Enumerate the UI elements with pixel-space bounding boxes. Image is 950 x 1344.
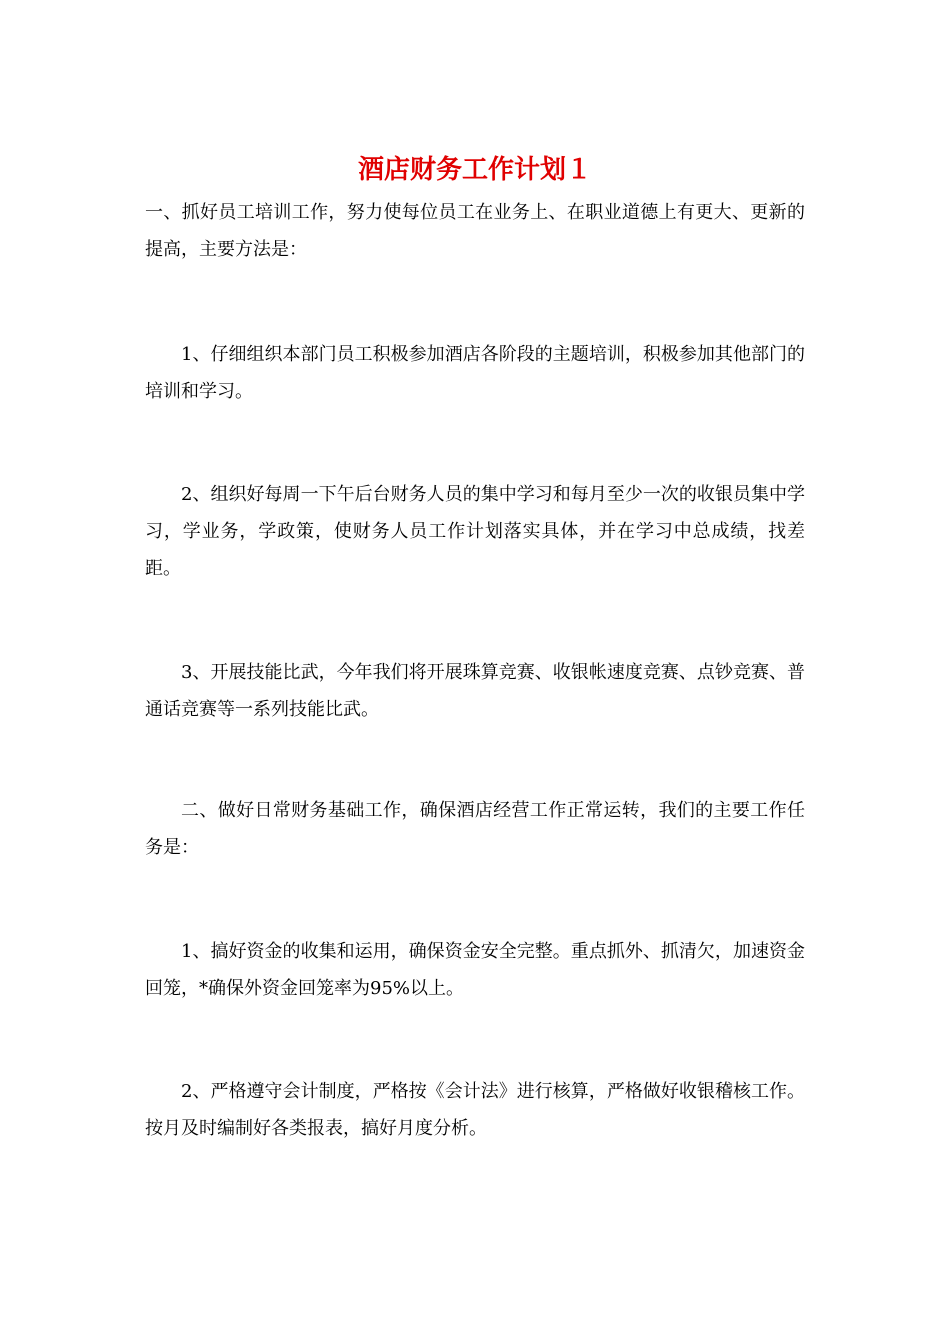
paragraph-item-1-2: 2、组织好每周一下午后台财务人员的集中学习和每月至少一次的收银员集中学习，学业务，学政策，使财务人员工作计划落实具体，并在学习中总成绩，找差距。	[145, 484, 805, 579]
paragraph-section-1-intro: 一、抓好员工培训工作，努力使每位员工在业务上、在职业道德上有更大、更新的提高，主要方法是：	[145, 202, 805, 260]
paragraph-item-2-2: 2、严格遵守会计制度，严格按《会计法》进行核算，严格做好收银稽核工作。按月及时编制好各类报表，搞好月度分析。	[145, 1081, 805, 1139]
paragraph-item-2-1: 1、搞好资金的收集和运用，确保资金安全完整。重点抓外、抓清欠，加速资金回笼，*确保外资金回笼率为95%以上。	[145, 941, 805, 999]
paragraph-item-1-1: 1、仔细组织本部门员工积极参加酒店各阶段的主题培训，积极参加其他部门的培训和学习。	[145, 344, 805, 402]
paragraph-item-1-3: 3、开展技能比武，今年我们将开展珠算竞赛、收银帐速度竞赛、点钞竞赛、普通话竞赛等一系列技能比武。	[145, 662, 805, 720]
paragraph-section-2-intro: 二、做好日常财务基础工作，确保酒店经营工作正常运转，我们的主要工作任务是：	[145, 800, 805, 858]
page-title: 酒店财务工作计划１	[357, 155, 592, 185]
